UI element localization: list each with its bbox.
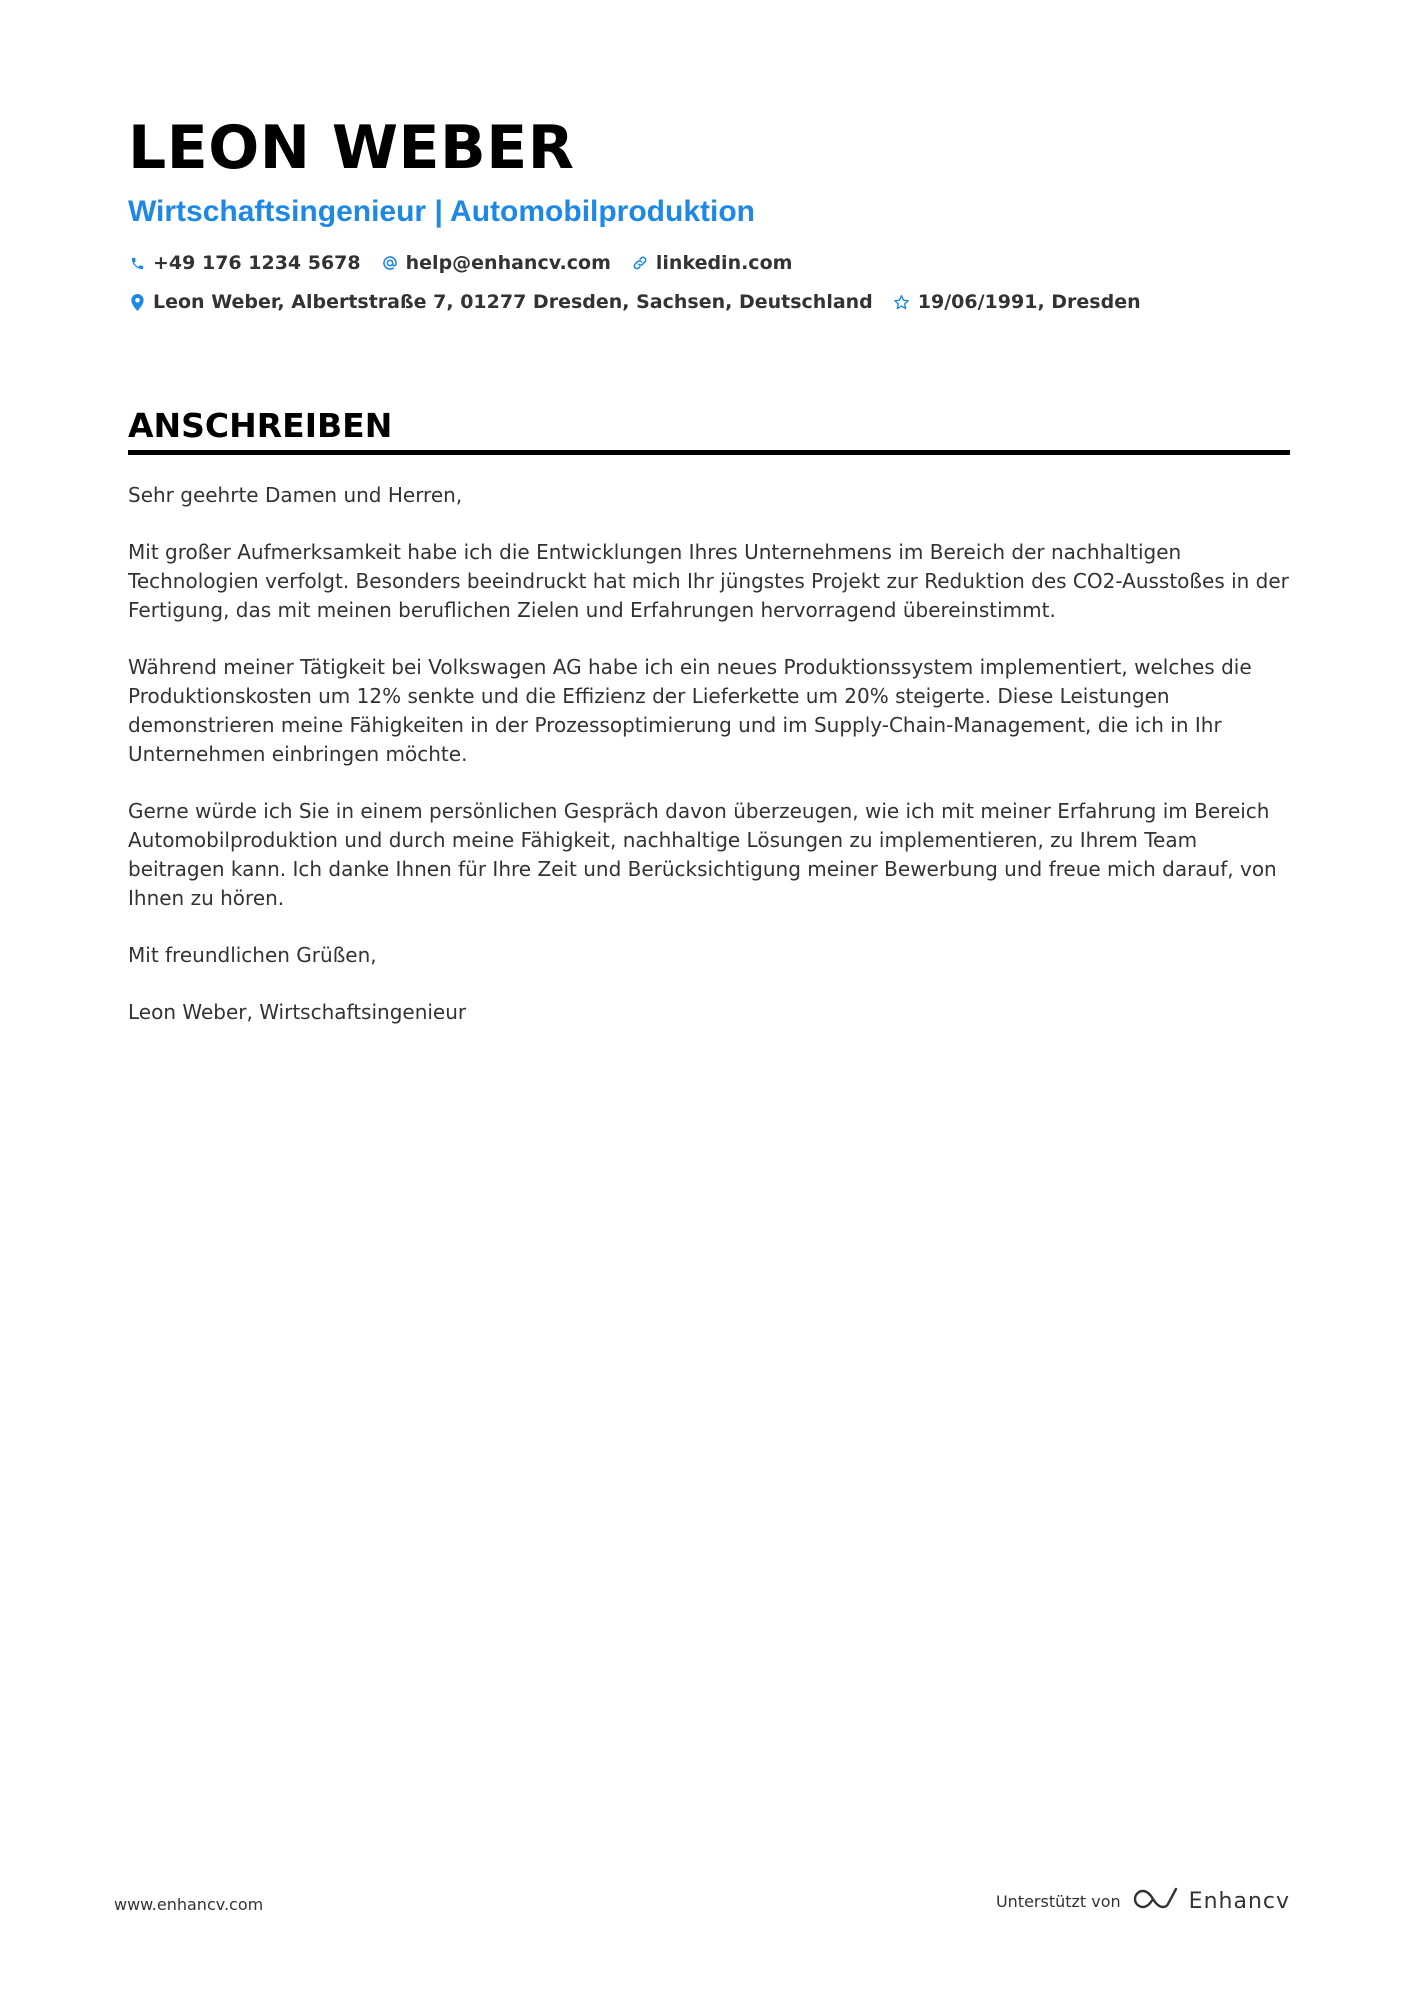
birth-date-place: 19/06/1991, Dresden: [917, 291, 1141, 313]
section-title: ANSCHREIBEN: [128, 406, 393, 445]
letter-paragraph: Während meiner Tätigkeit bei Volkswagen AG habe ich ein neues Produktionssystem implementiert, welches die Produktionskosten um 12% senkte und die Effizienz der Lieferkette um 20% steigerte. Diese Leistungen demonstrieren meine Fähigkeiten in der Prozessoptimierung und im Supply-Chain-Management, die ich in Ihr Unternehmen einbringen möchte.: [128, 655, 1252, 766]
letter-body: [128, 481, 1290, 1027]
email-address: help@enhancv.com: [405, 252, 611, 274]
star-icon: [893, 292, 911, 312]
contact-row-2: [128, 287, 1290, 317]
contact-birth: [893, 291, 1141, 313]
linkedin-link: linkedin.com: [655, 252, 793, 274]
enhancv-logo[interactable]: [1133, 1886, 1290, 1916]
letter-paragraph: Mit großer Aufmerksamkeit habe ich die Entwicklungen Ihres Unternehmens im Bereich der nachhaltigen Technologien verfolgt. Besonders beeindruckt hat mich Ihr jüngstes Projekt zur Reduktion des CO2-Ausstoßes in der Fertigung, das mit meinen beruflichen Zielen und Erfahrungen hervorragend übereinstimmt.: [128, 540, 1289, 622]
powered-by-text: Unterstützt von: [995, 1891, 1121, 1911]
phone-number: +49 176 1234 5678: [153, 252, 361, 274]
header: [128, 108, 1290, 317]
section-divider: [128, 450, 1290, 455]
contact-email[interactable]: [381, 252, 611, 274]
salutation: Sehr geehrte Damen und Herren,: [128, 483, 463, 507]
contact-address: [128, 291, 873, 313]
job-title: Wirtschaftsingenieur | Automobilproduktion: [128, 195, 755, 228]
letter-paragraph: Gerne würde ich Sie in einem persönlichen Gespräch davon überzeugen, wie ich mit meiner Erfahrung im Bereich Automobilproduktion und durch meine Fähigkeit, nachhaltige Lösungen zu implementieren, zu Ihrem Team beitragen kann. Ich danke Ihnen für Ihre Zeit und Berücksichtigung meiner Bewerbung und freue mich darauf, von Ihnen zu hören.: [128, 799, 1277, 910]
footer-website[interactable]: www.enhancv.com: [114, 1895, 264, 1914]
candidate-name: LEON WEBER: [128, 113, 575, 183]
footer-branding: [996, 1886, 1290, 1916]
contact-linkedin[interactable]: [631, 252, 793, 274]
enhancv-logo-icon: [1133, 1886, 1179, 1916]
location-pin-icon: [128, 292, 146, 312]
phone-icon: [128, 253, 146, 273]
cover-letter-section: [128, 404, 1290, 1055]
contact-phone[interactable]: [128, 252, 361, 274]
address-text: Leon Weber, Albertstraße 7, 01277 Dresden, Sachsen, Deutschland: [153, 291, 873, 313]
signature: Leon Weber, Wirtschaftsingenieur: [128, 1000, 467, 1024]
contact-row-1: [128, 248, 1290, 278]
brand-name: Enhancv: [1188, 1888, 1290, 1914]
link-icon: [631, 253, 649, 273]
closing: Mit freundlichen Grüßen,: [128, 943, 377, 967]
at-icon: [381, 253, 399, 273]
